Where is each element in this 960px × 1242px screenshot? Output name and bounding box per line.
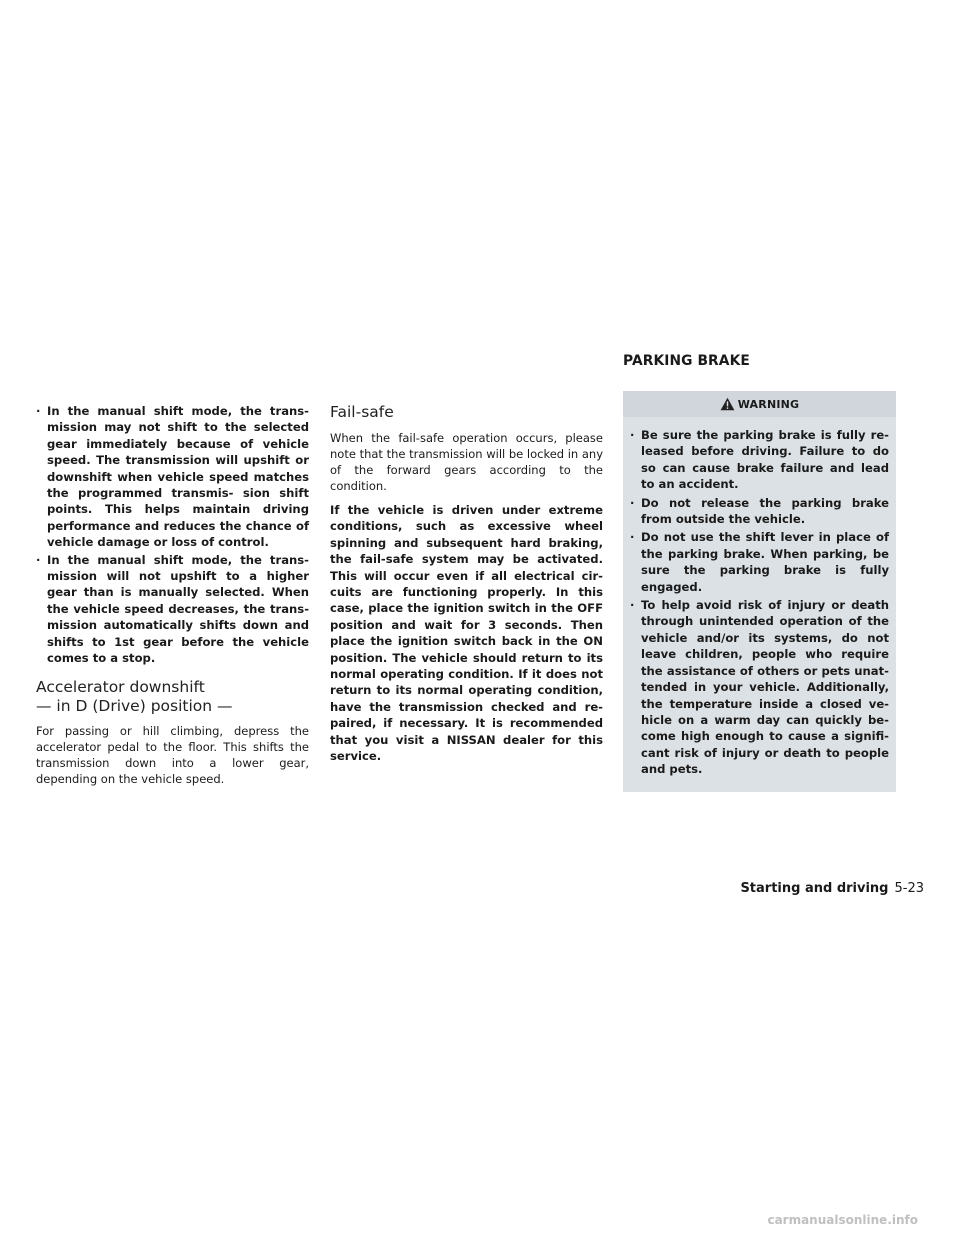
list-item — [36, 552, 309, 667]
warning-item — [630, 597, 889, 777]
accelerator-downshift-heading — [36, 678, 309, 716]
warning-item — [630, 529, 889, 595]
warning-item — [630, 495, 889, 528]
list-item-text: In the manual shift mode, the trans- mission will not upshift to a higher gear than is manually selected. When the vehicle speed decreases, the trans- mission automatically shifts down and shifts to 1st gear before the vehicle comes to a stop. — [47, 552, 309, 666]
watermark: carmanualsonline.info — [767, 1213, 918, 1227]
warning-box — [623, 391, 896, 792]
manual-shift-notes — [36, 403, 309, 667]
warning-item-text: Do not release the parking brake from outside the vehicle. — [641, 495, 889, 527]
warning-item-text: Do not use the shift lever in place of the parking brake. When parking, be sure the parking brake is fully engaged. — [641, 530, 889, 594]
list-item-text: In the manual shift mode, the trans- mission may not shift to the selected gear immediately because of vehicle speed. The transmission will upshift or downshift when vehicle speed matches the programmed transmis- sion shift points. This helps maintain driving performance and reduces the chance of vehicle damage or loss of control. — [47, 404, 309, 550]
warning-label: WARNING — [737, 397, 800, 411]
bullet-marker: · — [630, 495, 635, 510]
failsafe-heading: Fail-safe — [330, 403, 394, 421]
right-column — [623, 352, 896, 792]
failsafe-instructions: If the vehicle is driven under extreme conditions, such as excessive wheel spinning and subsequent hard braking, the fail-safe system may be activated. This will occur even if all electrical cir- cuits are functioning properly. In this case, place the ignition switch in the OFF position and wait for 3 seconds. Then place the ignition switch back in the ON position. The vehicle should return to its normal operating condition. If it does not return to its normal operating condition, have the transmission checked and re- paired, if necessary. It is recommended that you visit a NISSAN dealer for this service. — [330, 503, 603, 764]
bullet-marker: · — [630, 530, 635, 545]
warning-item — [630, 427, 889, 493]
bullet-marker: · — [630, 598, 635, 613]
warning-item-text: Be sure the parking brake is fully re- leased before driving. Failure to do so can cause brake failure and lead to an accident. — [641, 428, 889, 492]
page-number: 5-23 — [894, 881, 924, 896]
accelerator-heading-line1: Accelerator downshift — [36, 677, 205, 696]
bullet-marker: · — [36, 404, 41, 418]
accelerator-heading-line2: — in D (Drive) position — — [36, 696, 233, 715]
left-column — [36, 403, 309, 795]
section-title: PARKING BRAKE — [623, 353, 750, 369]
footer-section-name: Starting and driving — [740, 881, 889, 896]
warning-triangle-icon — [720, 397, 735, 411]
page-footer — [740, 880, 924, 898]
middle-column — [330, 403, 603, 765]
accelerator-downshift-body: For passing or hill climbing, depress the accelerator pedal to the floor. This shifts the transmission down into a lower gear, depending on the vehicle speed. — [36, 723, 309, 786]
warning-list — [630, 427, 889, 778]
bullet-marker: · — [630, 428, 635, 442]
failsafe-intro: When the fail-safe operation occurs, please note that the transmission will be locked in any of the forward gears according to the condition. — [330, 431, 604, 493]
warning-header — [623, 391, 896, 417]
warning-item-text: To help avoid risk of injury or death through unintended operation of the vehicle and/or its systems, do not leave children, people who require the assistance of others or pets unat- tended in your vehicle. Additionally, the temperature inside a closed ve- hicle on a warm day can quickly be- come high enough to cause a signifi- cant risk of injury or death to people and pets. — [641, 598, 889, 777]
list-item — [36, 403, 309, 551]
bullet-marker: · — [36, 552, 41, 567]
